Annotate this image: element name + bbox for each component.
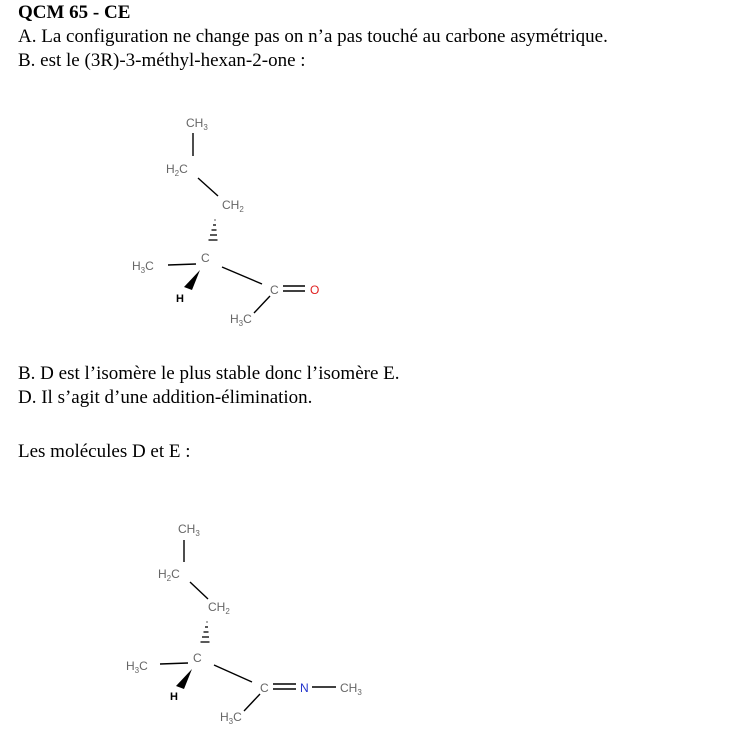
mol2-imine-c: C	[260, 681, 269, 695]
statement-d: D. Il s’agit d’une addition-élimination.	[18, 387, 313, 408]
mol1-carbonyl-c: C	[270, 283, 279, 297]
mol2-center-c: C	[193, 651, 202, 665]
mol1-h3c-bottom: $H_3C$	[230, 312, 252, 328]
mol2-bond-h2c-ch2	[190, 582, 208, 599]
mol1-oxygen: O	[310, 283, 320, 297]
mol2-h3c-bottom: $H_3C$	[220, 710, 242, 726]
mol2-bond-h3c-c	[160, 663, 188, 664]
mol2-ch3-right: $CH_3$	[340, 681, 362, 697]
mol2-ch2: $CH_2$	[208, 600, 230, 616]
mol1-h3c-left: $H_3C$	[132, 259, 154, 275]
molecules-heading: Les molécules D et E :	[18, 441, 191, 462]
statement-b2: B. D est l’isomère le plus stable donc l’isomère E.	[18, 363, 400, 384]
mol2-solid-wedge	[176, 669, 192, 689]
mol2-h: H	[170, 691, 178, 703]
mol1-h: H	[176, 293, 184, 305]
mol1-ch3-top: $CH_3$	[186, 116, 208, 132]
mol2-nitrogen: N	[300, 681, 309, 695]
mol2-ch3-top: $CH_3$	[178, 522, 200, 538]
mol2-h2c: $H_2C$	[158, 567, 180, 583]
statement-b: B. est le (3R)-3-méthyl-hexan-2-one :	[18, 50, 306, 71]
mol2-hashed-wedge	[201, 622, 210, 642]
mol1-h2c: $H_2C$	[166, 162, 188, 178]
mol1-ch2: $CH_2$	[222, 198, 244, 214]
mol2-h3c-left: $H_3C$	[126, 659, 148, 675]
mol2-bond-c-imine	[214, 665, 252, 682]
statement-a: A. La configuration ne change pas on n’a pas touché au carbone asymétrique.	[18, 26, 608, 47]
document-title: QCM 65 - CE	[18, 2, 131, 23]
mol2-bond-imine-h3c	[244, 694, 260, 711]
mol1-center-c: C	[201, 251, 210, 265]
